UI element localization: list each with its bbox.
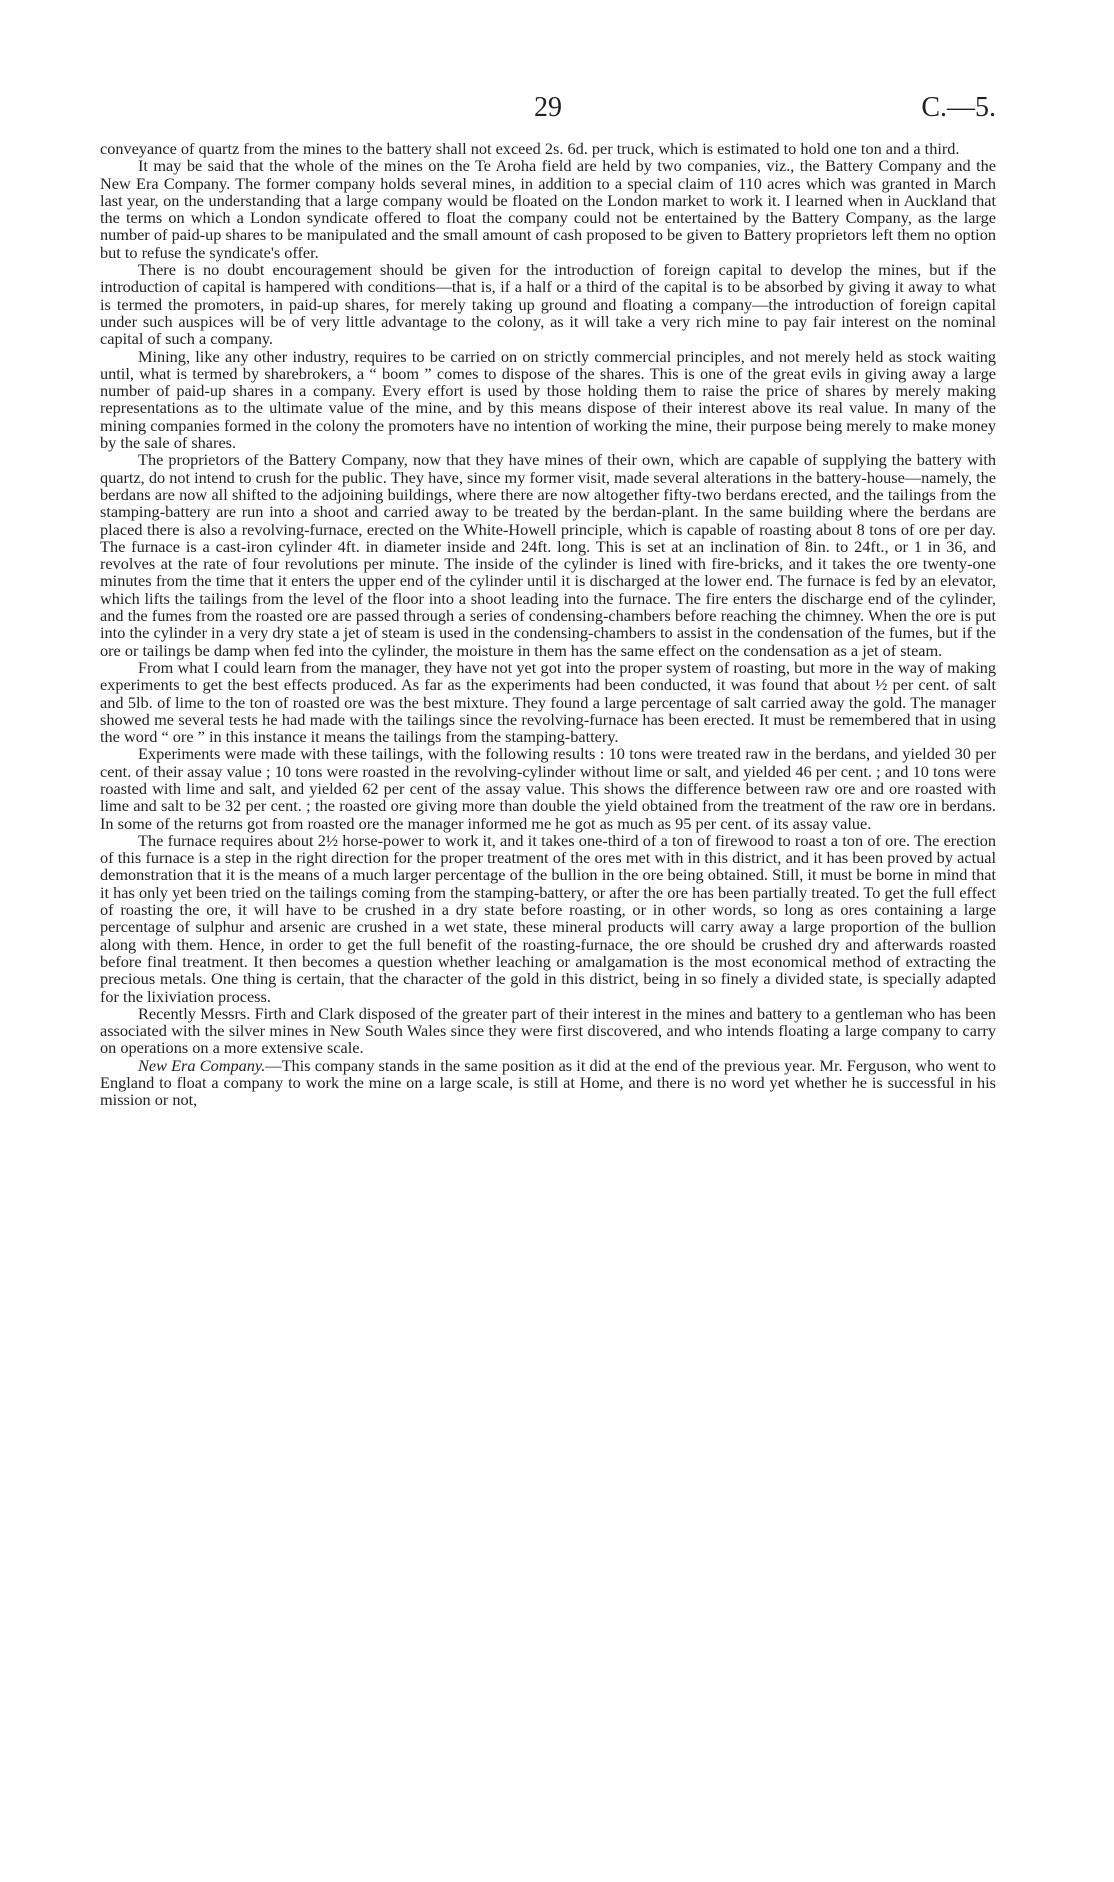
paragraph: It may be said that the whole of the mines on the Te Aroha field are held by two companies, viz., the Battery Company and the New Era Company. The former company holds several mines, in addition to a special claim of 110 acres which was granted in March last year, on the understanding that a large company would be floated on the London market to work it. I learned when in Auckland that the terms on which a London syndicate offered to float the company could not be entertained by the Battery Company, as the large number of paid-up shares to be manipulated and the small amount of cash proposed to be given to Battery proprietors left them no option but to refuse the syndicate's offer. (100, 156, 996, 262)
paragraph-new-era (100, 1057, 996, 1109)
document-reference: C.—5. (921, 92, 996, 123)
paragraph: The furnace requires about 2½ horse-power to work it, and it takes one-third of a ton of firewood to roast a ton of ore. The erection of this furnace is a step in the right direction for the proper treatment of the ores met with in this district, and it has been proved by actual demonstration that it is the means of a much larger percentage of the bullion in the ore being obtained. Still, it must be borne in mind that it has only yet been tried on the tailings coming from the stamping-battery, or after the ore has been partially treated. To get the full effect of roasting the ore, it will have to be crushed in a dry state before roasting, or in other words, so long as ores containing a large percentage of sulphur and arsenic are crushed in a wet state, these mineral products will carry away a large proportion of the bullion along with them. Hence, in order to get the full benefit of the roasting-furnace, the ore should be crushed dry and afterwards roasted before final treatment. It then becomes a question whether leaching or amalgamation is the most economical method of extracting the precious metals. One thing is certain, that the character of the gold in this district, being in so finely a divided state, is specially adapted for the lixiviation process. (100, 830, 996, 1006)
paragraph: conveyance of quartz from the mines to the battery shall not exceed 2s. 6d. per truck, which is estimated to hold one ton and a third. (100, 139, 960, 158)
paragraph: From what I could learn from the manager, they have not yet got into the proper system of roasting, but more in the way of making experiments to get the best effects produced. As far as the experiments had been conducted, it was found that about ½ per cent. of salt and 5lb. of lime to the ton of roasted ore was the best mixture. They found a large percentage of salt carried away the gold. The manager showed me several tests he had made with the tailings since the revolving-furnace has been erected. It must be remembered that in using the word “ ore ” in this instance it means the tailings from the stamping-battery. (100, 657, 996, 747)
section-heading-new-era: New Era Company. (138, 1055, 266, 1075)
paragraph-new-era-text: —This company stands in the same position as it did at the end of the previous year. Mr. Ferguson, who went to England to float a company to work the mine on a large scale, is still at Home, and there is no word yet whether he is successful in his mission or not, (100, 1055, 996, 1110)
page-number: 29 (534, 92, 562, 123)
body-text (100, 140, 996, 1109)
page-header (100, 92, 996, 126)
paragraph: There is no doubt encouragement should be given for the introduction of foreign capital to develop the mines, but if the introduction of capital is hampered with conditions—that is, if a half or a third of the capital is to be absorbed by giving it away to what is termed the promoters, in paid-up shares, for merely taking up ground and floating a company—the introduction of foreign capital under such auspices will be of very little advantage to the colony, as it will take a very rich mine to pay fair interest on the nominal capital of such a company. (100, 260, 996, 349)
paragraph: Mining, like any other industry, requires to be carried on on strictly commercial principles, and not merely held as stock waiting until, what is termed by sharebrokers, a “ boom ” comes to dispose of the shares. This is one of the great evils in giving away a large number of paid-up shares in a company. Every effort is used by those holding them to raise the price of shares by merely making representations as to the ultimate value of the mine, and by this means dispose of their interest above its real value. In many of the mining companies formed in the colony the promoters have no intention of working the mine, their purpose being merely to make money by the sale of shares. (100, 346, 996, 453)
paragraph: Experiments were made with these tailings, with the following results : 10 tons were treated raw in the berdans, and yielded 30 per cent. of their assay value ; 10 tons were roasted in the revolving-cylinder without lime or salt, and yielded 46 per cent. ; and 10 tons were roasted with lime and salt, and yielded 62 per cent of the assay value. This shows the difference between raw ore and ore roasted with lime and salt to be 32 per cent. ; the roasted ore giving more than double the yield obtained from the treatment of the raw ore in berdans. In some of the returns got from roasted ore the manager informed me he got as much as 95 per cent. of its assay value. (100, 744, 996, 833)
paragraph: The proprietors of the Battery Company, now that they have mines of their own, which are capable of supplying the battery with quartz, do not intend to crush for the public. They have, since my former visit, made several alterations in the battery-house—namely, the berdans are now all shifted to the adjoining buildings, where there are now altogether fifty-two berdans erected, and the tailings from the stamping-battery are run into a shoot and carried away to be treated by the berdan-plant. In the same building where the berdans are placed there is also a revolving-furnace, erected on the White-Howell principle, which is capable of roasting about 8 tons of ore per day. The furnace is a cast-iron cylinder 4ft. in diameter inside and 24ft. long. This is set at an inclination of 8in. to 24ft., or 1 in 36, and revolves at the rate of four revolutions per minute. The inside of the cylinder is lined with fire-bricks, and it takes the ore twenty-one minutes from the time that it enters the upper end of the cylinder until it is discharged at the lower end. The furnace is fed by an elevator, which lifts the tailings from the level of the floor into a shoot leading into the furnace. The fire enters the discharge end of the cylinder, and the fumes from the roasted ore are passed through a series of condensing-chambers before reaching the chimney. When the ore is put into the cylinder in a very dry state a jet of steam is used in the condensing-chambers to assist in the condensation of the fumes, but if the ore or tailings be damp when fed into the cylinder, the moisture in them has the same effect on the condensation as a jet of steam. (100, 450, 996, 660)
paragraph: Recently Messrs. Firth and Clark disposed of the greater part of their interest in the mines and battery to a gentleman who has been associated with the silver mines in New South Wales since they were first discovered, and who intends floating a large company to carry on operations on a more extensive scale. (100, 1003, 996, 1058)
